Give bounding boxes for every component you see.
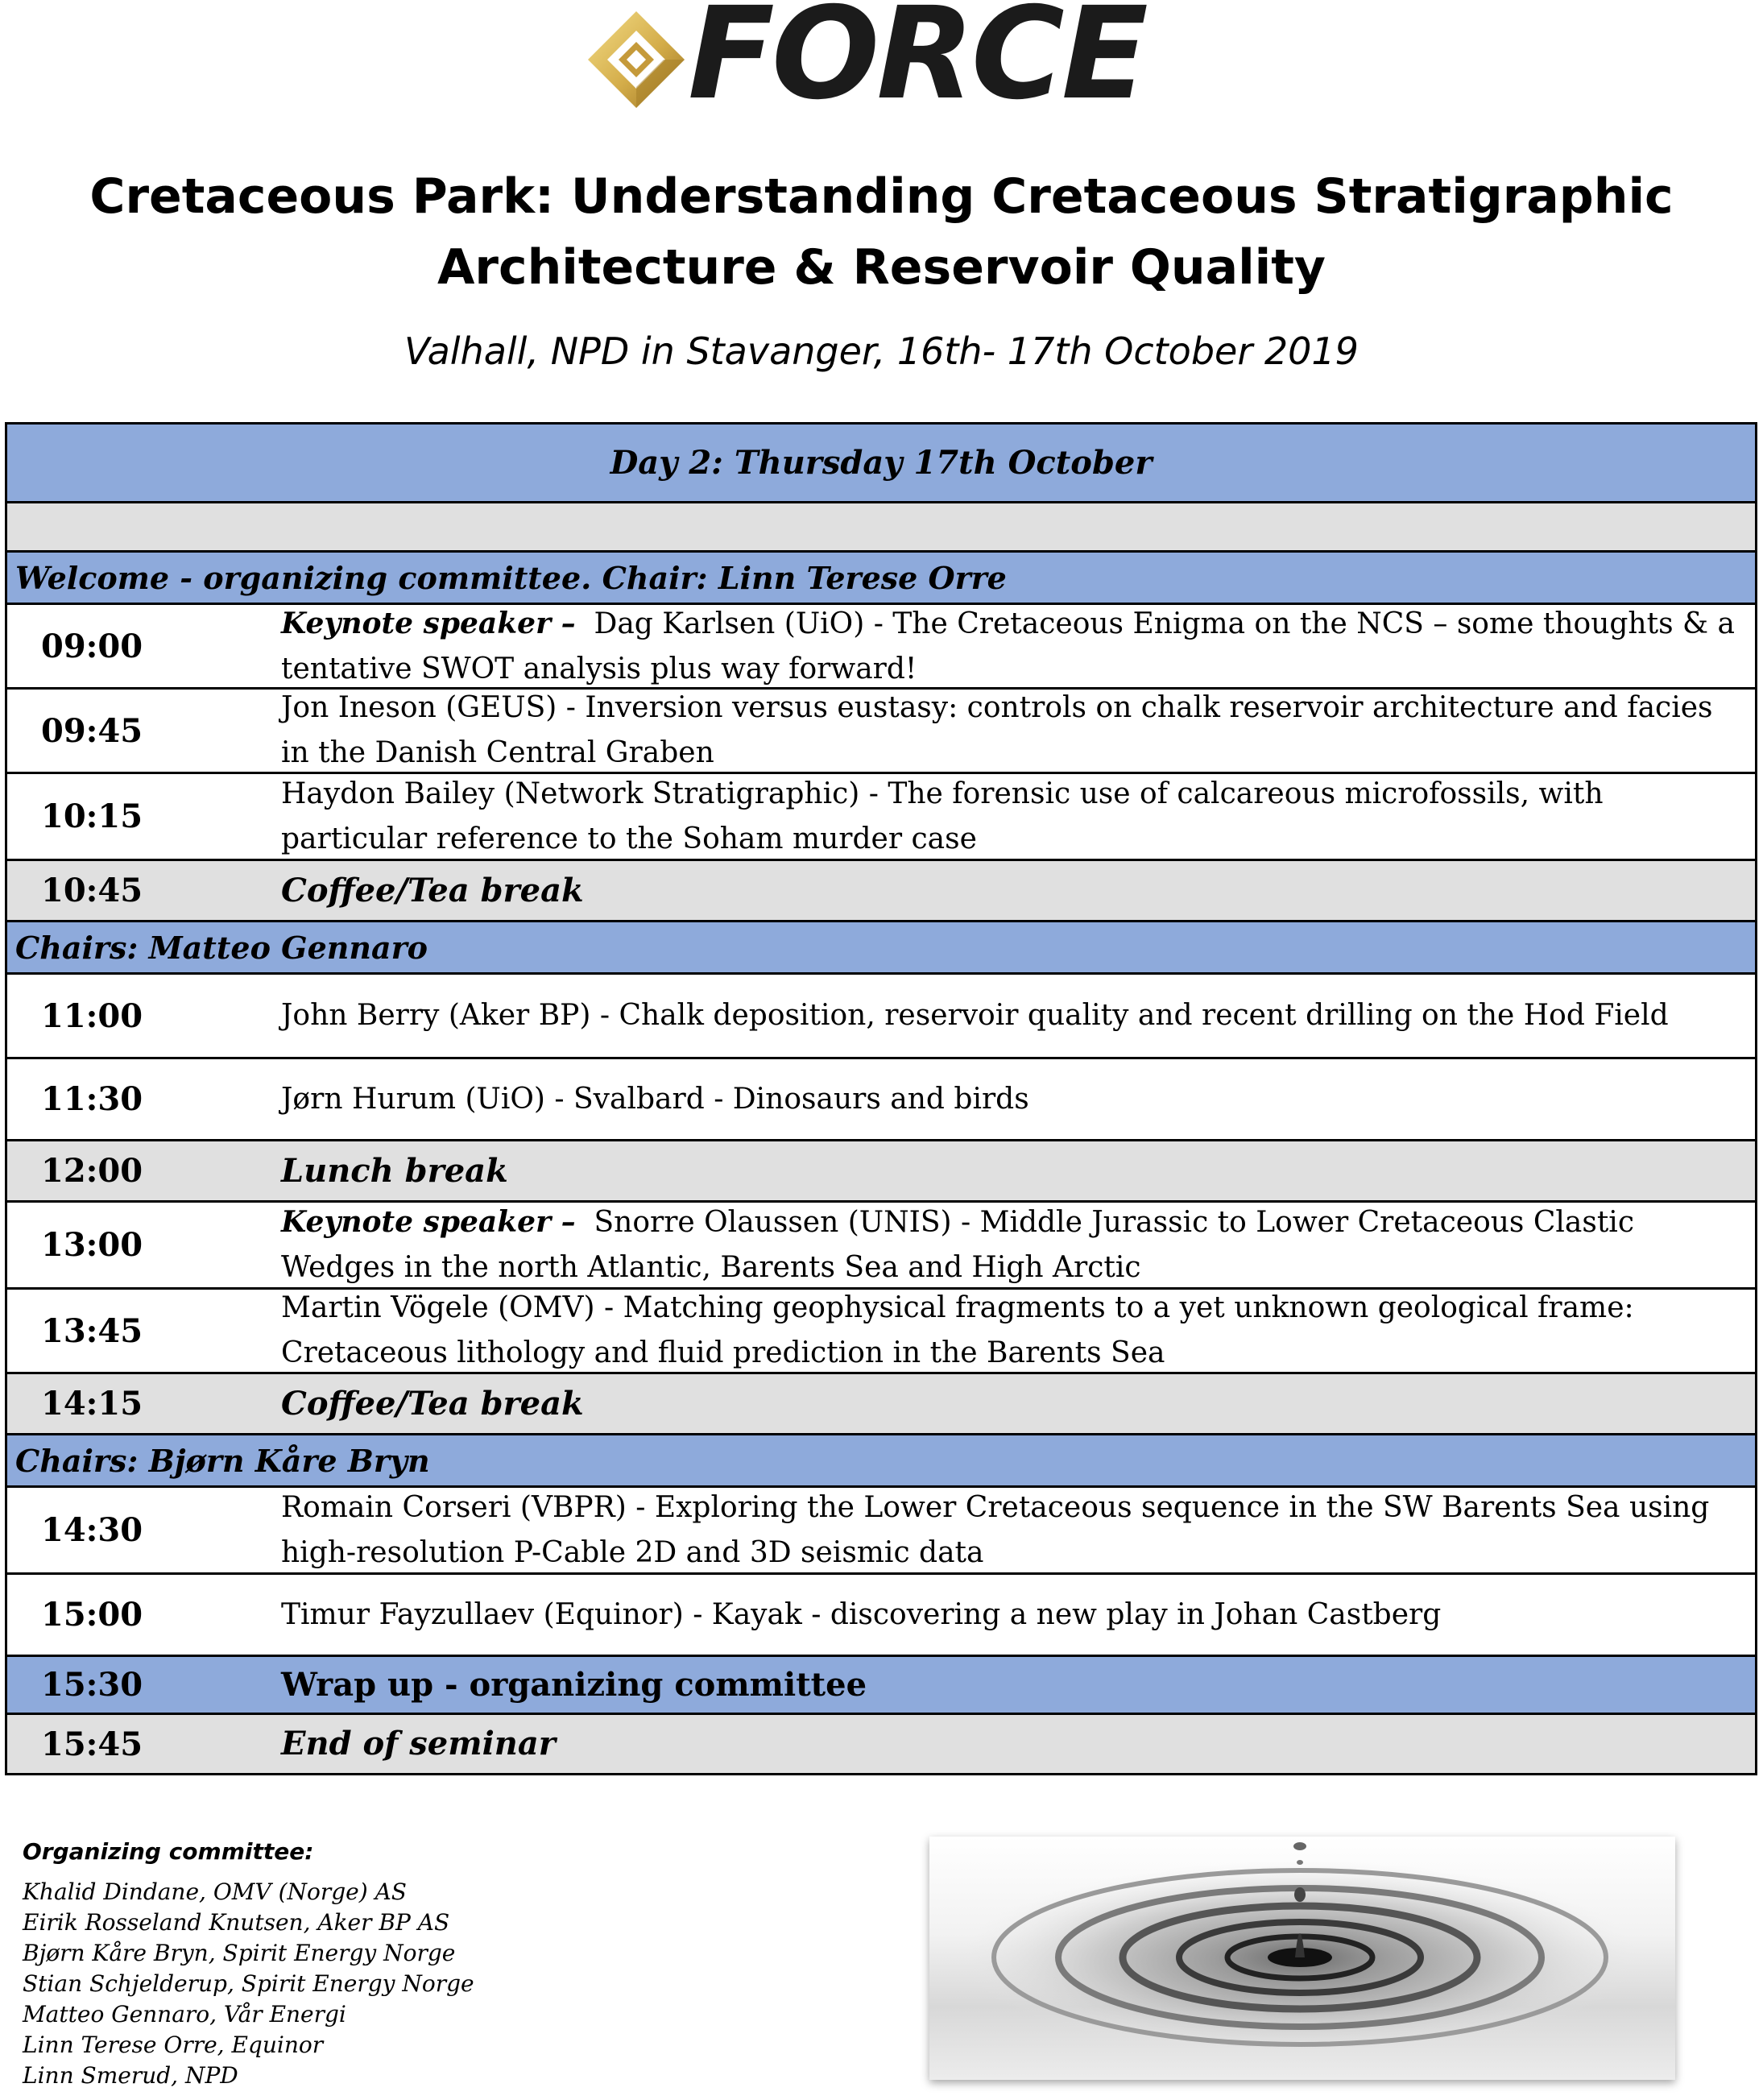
slot-text: Snorre Olaussen (UNIS) - Middle Jurassic to Lower Cretaceous Clastic Wedges in the north Atlantic, Barents Sea and High Arctic (281, 1206, 1634, 1284)
day-title: Day 2: Thursday 17th October (7, 425, 1755, 503)
section-header: Chairs: Matteo Gennaro (7, 922, 1755, 975)
logo-wordmark: FORCE (688, 0, 1145, 128)
wrap-up-label: Wrap up - organizing committee (281, 1665, 867, 1704)
slot-time: 15:30 (41, 1666, 143, 1704)
water-drop-image (929, 1837, 1675, 2080)
break-slot (7, 1374, 1755, 1435)
keynote-label: Keynote speaker – (281, 1205, 576, 1239)
title-line-2: Architecture & Reservoir Quality (437, 239, 1326, 296)
title-line-1: Cretaceous Park: Understanding Cretaceous Stratigraphic (89, 168, 1674, 225)
program-slot (7, 1059, 1755, 1141)
page-title (0, 161, 1763, 303)
slot-time: 10:15 (41, 797, 143, 835)
slot-time: 15:00 (41, 1596, 143, 1634)
slot-description: Haydon Bailey (Network Stratigraphic) - The forensic use of calcareous microfossils, with particular reference to the Soham murder case (281, 777, 1604, 855)
water-drop-ripples-icon (929, 1837, 1675, 2080)
program-slot (7, 1488, 1755, 1575)
break-label: Coffee/Tea break (281, 1384, 584, 1423)
program-slot (7, 1575, 1755, 1657)
organizing-committee (23, 1837, 828, 2091)
keynote-label: Keynote speaker – (281, 606, 576, 640)
committee-member: Eirik Rosseland Knutsen, Aker BP AS (23, 1909, 450, 1936)
break-slot (7, 1141, 1755, 1203)
program-slot (7, 774, 1755, 861)
section-header: Welcome - organizing committee. Chair: Linn Terese Orre (7, 553, 1755, 605)
slot-time: 13:45 (41, 1311, 143, 1350)
slot-time: 15:45 (41, 1725, 143, 1763)
program-slot (7, 975, 1755, 1059)
committee-member: Khalid Dindane, OMV (Norge) AS (23, 1878, 407, 1905)
program-slot (7, 1290, 1755, 1374)
slot-time: 14:30 (41, 1511, 143, 1549)
slot-time: 12:00 (41, 1152, 143, 1190)
committee-member: Stian Schjelderup, Spirit Energy Norge (23, 1970, 474, 1997)
slot-time: 09:00 (41, 627, 143, 665)
slot-time: 14:15 (41, 1385, 143, 1423)
program-slot (7, 690, 1755, 774)
slot-description (281, 1199, 1755, 1290)
break-label: Coffee/Tea break (281, 871, 584, 909)
slot-time: 10:45 (41, 872, 143, 909)
slot-description: Timur Fayzullaev (Equinor) - Kayak - discovering a new play in Johan Castberg (281, 1597, 1442, 1631)
slot-time: 11:00 (41, 996, 143, 1035)
slot-text: Dag Karlsen (UiO) - The Cretaceous Enigma on the NCS – some thoughts & a tentative SWOT analysis plus way forward! (281, 607, 1735, 686)
slot-description: Jon Ineson (GEUS) - Inversion versus eustasy: controls on chalk reservoir architecture and facies in the Danish Central Graben (281, 691, 1713, 769)
force-diamond-logo-icon (586, 10, 686, 110)
committee-heading: Organizing committee: (23, 1838, 314, 1865)
committee-member: Matteo Gennaro, Vår Energi (23, 2001, 346, 2028)
end-label: End of seminar (281, 1725, 556, 1762)
spacer-row (7, 503, 1755, 553)
committee-member: Linn Terese Orre, Equinor (23, 2032, 324, 2058)
program-table (5, 422, 1757, 1775)
section-header: Chairs: Bjørn Kåre Bryn (7, 1435, 1755, 1488)
slot-description: Martin Vögele (OMV) - Matching geophysical fragments to a yet unknown geological frame: Cretaceous lithology and fluid prediction in the Barents Sea (281, 1291, 1634, 1369)
break-slot (7, 861, 1755, 922)
slot-description: Jørn Hurum (UiO) - Svalbard - Dinosaurs and birds (281, 1082, 1029, 1116)
event-location-date: Valhall, NPD in Stavanger, 16th- 17th October 2019 (404, 329, 1359, 373)
break-label: Lunch break (281, 1151, 508, 1190)
committee-member: Bjørn Kåre Bryn, Spirit Energy Norge (23, 1940, 456, 1966)
slot-description (281, 601, 1755, 692)
end-slot (7, 1715, 1755, 1773)
slot-description: John Berry (Aker BP) - Chalk deposition, reservoir quality and recent drilling on the Hod Field (281, 999, 1669, 1032)
committee-member: Linn Smerud, NPD (23, 2062, 238, 2089)
slot-description: Romain Corseri (VBPR) - Exploring the Lower Cretaceous sequence in the SW Barents Sea using high-resolution P-Cable 2D and 3D seismic data (281, 1490, 1710, 1569)
slot-time: 11:30 (41, 1080, 143, 1118)
program-slot (7, 605, 1755, 690)
slot-time: 13:00 (41, 1226, 143, 1264)
slot-time: 09:45 (41, 711, 143, 750)
force-logo (586, 0, 1150, 128)
wrap-up-slot (7, 1657, 1755, 1715)
program-slot (7, 1203, 1755, 1290)
